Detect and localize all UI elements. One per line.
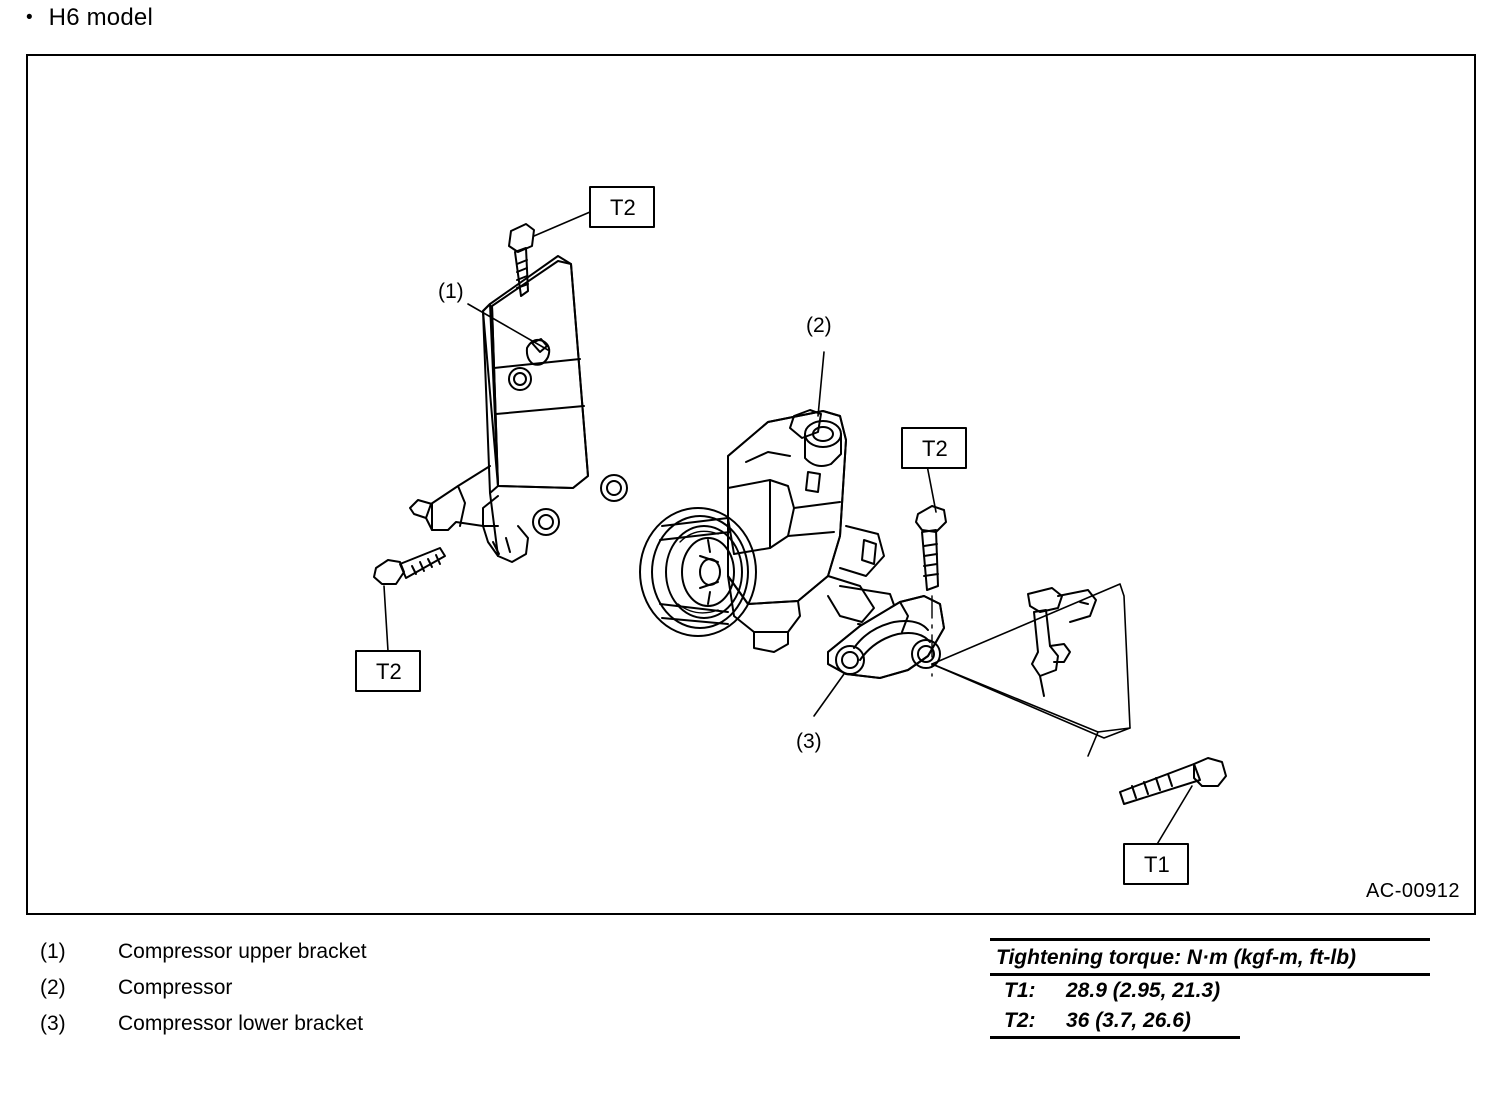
table-row — [990, 1006, 1430, 1036]
callout-t2-left-leader — [384, 586, 388, 651]
legend-number: (2) — [40, 976, 66, 999]
callout-1-label: (1) — [438, 280, 464, 303]
torque-value: 36 (3.7, 26.6) — [1066, 1009, 1191, 1032]
bullet-icon: • — [26, 7, 33, 28]
part-lower-bracket — [828, 596, 944, 678]
callout-t2-top-leader — [534, 212, 590, 236]
callout-3-label: (3) — [796, 730, 822, 753]
part-compressor — [640, 410, 898, 652]
callout-t1-leader — [1156, 786, 1192, 846]
legend-label: Compressor upper bracket — [118, 940, 367, 963]
legend-list — [40, 940, 680, 1048]
list-item — [40, 1012, 680, 1048]
table-row — [990, 976, 1430, 1006]
bolt-t2-left — [374, 548, 445, 584]
callout-3-leader — [814, 674, 844, 716]
list-item — [40, 940, 680, 976]
list-item — [40, 976, 680, 1012]
page-title: H6 model — [48, 4, 153, 31]
torque-value: 28.9 (2.95, 21.3) — [1066, 979, 1221, 1002]
torque-tag-t2-left-label: T2 — [376, 659, 402, 684]
torque-table — [990, 938, 1430, 1039]
bolt-t2-right — [916, 506, 946, 590]
torque-key: T1: — [1004, 979, 1036, 1002]
torque-key: T2: — [1004, 1009, 1036, 1032]
torque-tag-t2-right-label: T2 — [922, 436, 948, 461]
phantom-outline — [932, 584, 1130, 756]
figure-frame — [26, 54, 1476, 915]
torque-tag-t2-top-label: T2 — [610, 195, 636, 220]
section-heading — [26, 4, 153, 32]
torque-title: Tightening torque: N·m (kgf-m, ft-lb) — [996, 946, 1357, 969]
callout-2-label: (2) — [806, 314, 832, 337]
callout-2-leader — [818, 352, 824, 416]
torque-tag-t1-label: T1 — [1144, 852, 1170, 877]
bolt-t1 — [1120, 758, 1226, 804]
figure-code: AC-00912 — [1365, 880, 1460, 902]
exploded-view-diagram — [28, 56, 1474, 913]
legend-number: (3) — [40, 1012, 66, 1035]
legend-label: Compressor lower bracket — [118, 1012, 364, 1035]
legend-label: Compressor — [118, 976, 233, 999]
part-phantom-bracket — [1028, 588, 1096, 696]
divider-bottom — [990, 1036, 1240, 1039]
legend-number: (1) — [40, 940, 66, 963]
